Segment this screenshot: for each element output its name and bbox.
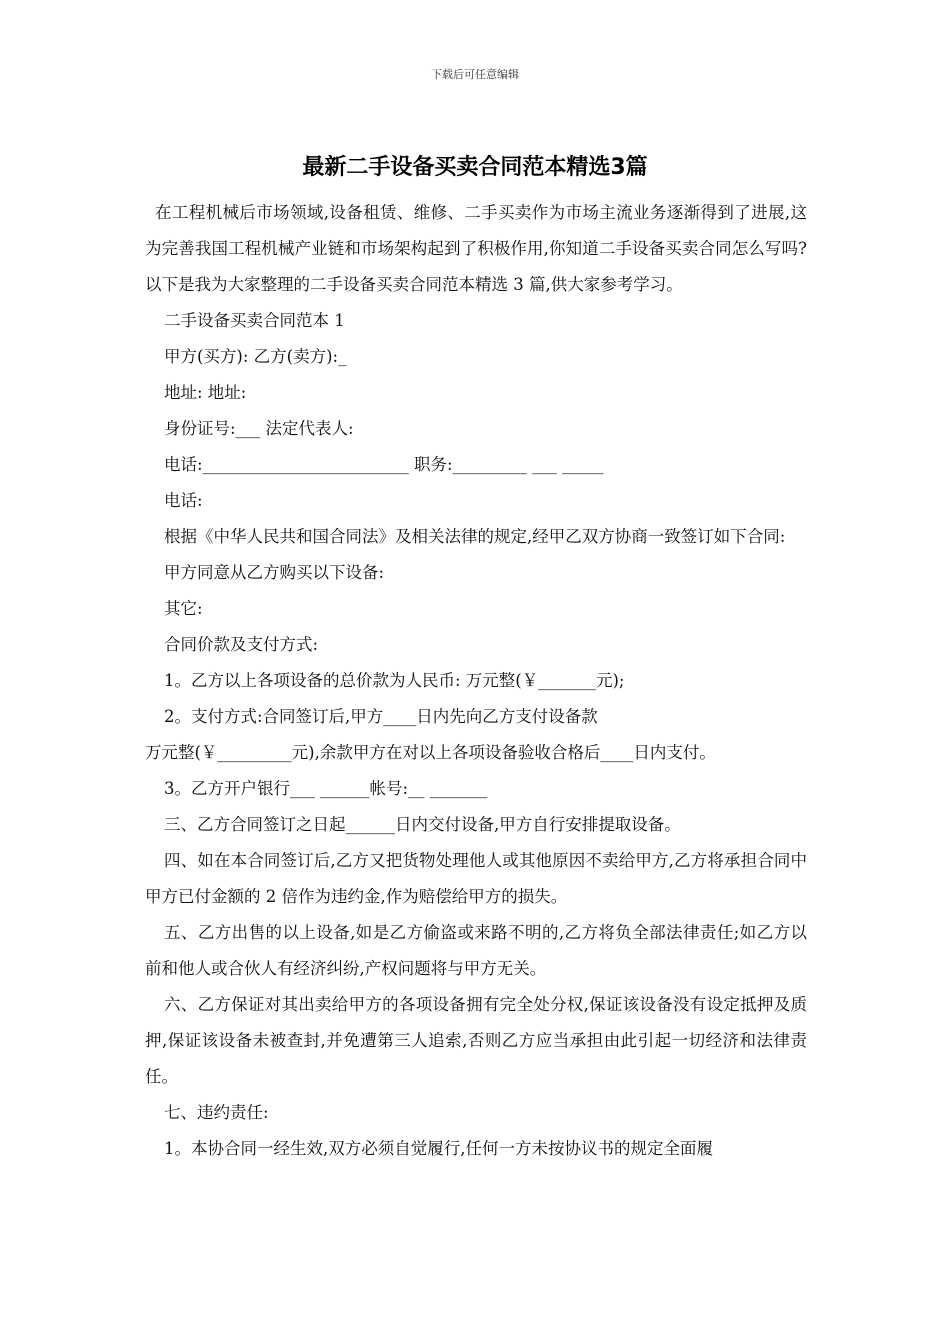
item-2-part-b: 万元整(￥_________元),余款甲方在对以上各项设备验收合格后____日内支付。 [145, 743, 716, 762]
document-body [145, 195, 807, 1167]
other-line: 其它: [164, 599, 203, 618]
clause-7-heading: 七、违约责任: [164, 1103, 269, 1122]
intro-paragraph: 在工程机械后市场领域,设备租赁、维修、二手买卖作为市场主流业务逐渐得到了进展,这为完善我国工程机械产业链和市场架构起到了积极作用,你知道二手设备买卖合同怎么写吗?以下是我为大家整理的二手设备买卖合同范本精选 3 篇,供大家参考学习。 [145, 203, 807, 294]
phone-position-line: 电话:_________________________ 职务:_________ ___ _____ [164, 455, 604, 474]
clause-7-item-1: 1。本协合同一经生效,双方必须自觉履行,任何一方未按协议书的规定全面履 [164, 1139, 713, 1158]
parties-line: 甲方(买方): 乙方(卖方):_ [164, 347, 347, 366]
basis-paragraph: 根据《中华人民共和国合同法》及相关法律的规定,经甲乙双方协商一致签订如下合同: [164, 527, 786, 546]
id-number-line: 身份证号:___ 法定代表人: [164, 419, 354, 438]
page-header-note: 下载后可任意编辑 [431, 68, 519, 81]
phone-line: 电话: [164, 491, 203, 510]
clause-6: 六、乙方保证对其出卖给甲方的各项设备拥有完全处分权,保证该设备没有设定抵押及质押,保证该设备未被查封,并免遭第三人追索,否则乙方应当承担由此引起一切经济和法律责任。 [145, 995, 807, 1086]
purchase-line: 甲方同意从乙方购买以下设备: [164, 563, 385, 582]
clause-5: 五、乙方出售的以上设备,如是乙方偷盗或来路不明的,乙方将负全部法律责任;如乙方以前和他人或合伙人有经济纠纷,产权问题将与甲方无关。 [145, 923, 807, 978]
item-3: 3。乙方开户银行___ ______帐号:__ _______ [164, 779, 488, 798]
price-payment-heading: 合同价款及支付方式: [164, 635, 319, 654]
clause-4: 四、如在本合同签订后,乙方又把货物处理他人或其他原因不卖给甲方,乙方将承担合同中甲方已付金额的 2 倍作为违约金,作为赔偿给甲方的损失。 [145, 851, 807, 906]
sample-title: 二手设备买卖合同范本 1 [164, 311, 345, 330]
item-1: 1。乙方以上各项设备的总价款为人民币: 万元整(￥_______元); [164, 671, 625, 690]
clause-3: 三、乙方合同签订之日起______日内交付设备,甲方自行安排提取设备。 [164, 815, 681, 834]
item-2-part-a: 2。支付方式:合同签订后,甲方____日内先向乙方支付设备款 [164, 707, 598, 726]
address-line: 地址: 地址: [164, 383, 247, 402]
document-title: 最新二手设备买卖合同范本精选3篇 [302, 155, 648, 180]
